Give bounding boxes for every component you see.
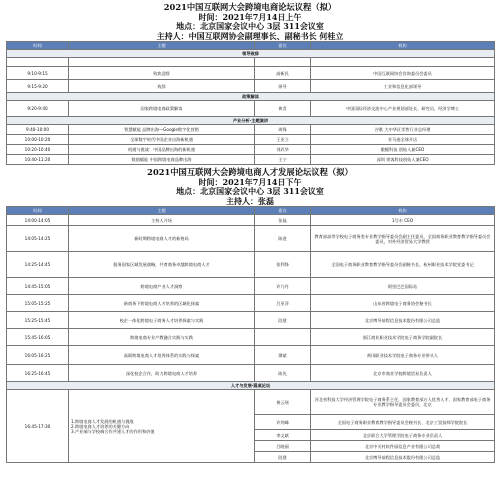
table-row: 李文斌 北京联合大学管理学院电子商务专业负责人 — [7, 430, 495, 441]
table-row — [7, 58, 495, 67]
section-label: 产业分析·主题演讲 — [7, 117, 495, 125]
col-header-time: 时间 — [7, 42, 69, 50]
forum2-agenda-table — [6, 206, 495, 463]
round-topics: 1.跨境电商人才发展的机遇与挑战 2.跨境电商人才培养的关键方向 3.产业端与学校端合作共建人才的作用和价值 — [69, 390, 255, 463]
forum2-time: 时间：2021年7月14日下午 — [198, 176, 302, 187]
table-row: 段建 北京博导前程信息技术股份有限公司总监 — [7, 452, 495, 463]
table-row: 15:05-15:25 新商务下跨境电商人才培养的区域化探索 吕亚萍 山东省跨境电子商务协会秘书长 — [7, 295, 495, 312]
section-label: 领导致辞 — [7, 50, 495, 58]
col-header-org: 机构 — [311, 207, 495, 215]
forum1-location: 地点：北京国家会议中心 3层 311会议室 — [176, 21, 324, 31]
table-row: 14:00-14:05 主持人开场 张磊 1号车 CEO — [7, 215, 495, 226]
col-header-guest: 嘉宾 — [255, 42, 311, 50]
forum1-title: 2021中国互联网大会跨境电商论坛议程（拟） — [163, 2, 337, 12]
forum1-time: 时间：2021年7月14日上午 — [198, 11, 302, 22]
col-header-topic: 主题 — [69, 207, 255, 215]
table-row: 10:00-10:20 全球数字时代中国企业出海新机遇 王亚立 亚马逊全球开店 — [7, 135, 495, 145]
section-label: 政策解读 — [7, 93, 495, 101]
forum2-title: 2021中国互联网大会跨境电商人才发展论坛议程（拟） — [147, 167, 353, 177]
table-row: 16:45-17:30 1.跨境电商人才发展的机遇与挑战 2.跨境电商人才培养的关键方向 3.产业端与学校端合作共建人才的作用和价值 黄云瑶 河北省科技大学经济管理学院电子商务系主任，国家教育部万人优秀人才，国家教育部电子商务专业教学指导委员会委员，北京 — [7, 390, 495, 415]
table-row: 9:40-10:00 智慧赋能 品牌出海—Google数字化营销 周锋 谷歌 大中华区零售行业总经理 — [7, 125, 495, 135]
col-header-guest: 嘉宾 — [255, 207, 311, 215]
forum1-host: 主持人：中国互联网协会副理事长、副秘书长 何桂立 — [156, 30, 344, 41]
table-row: 14:05-14:25 新时期跨境电商人才的新格局 陈进 教育部高等学校电子商务类专业教学指导委员会副主任委员，全国商务职业教育教学指导委员会委员，对外经济贸易大学教授 — [7, 226, 495, 252]
col-header-org: 机构 — [311, 42, 495, 50]
section-label: 人才与发展·圆桌论坛 — [7, 382, 495, 390]
table-row: 许剑峰 全国电子商务职业教育教学指导委员会秘书长、北京工贸技师学院院长 — [7, 415, 495, 430]
table-row: 15:25-15:45 校企一体化跨境电子商务人才培养探索与实践 段建 北京博导前程信息技术股份有限公司总监 — [7, 312, 495, 329]
table-row: 9:15-9:20 致辞 领导 工业和信息化部领导 — [7, 80, 495, 93]
col-header-topic: 主题 — [69, 42, 255, 50]
forum1-agenda-table — [6, 41, 495, 165]
table-row: 9:20-9:40 国家跨境电商政策解读 黄青 中国国际经济交流中心产业规划部处长、研究员，经济学博士 — [7, 101, 495, 117]
table-row: 14:25-14:45 服务国家区域发展战略，共育商务卓越跨境电商人才 张利锋 全国电子商务职业教育教学指导委员会副秘书长，杭州职业技术学院党委书记 — [7, 252, 495, 278]
forum2-host: 主持人：张磊 — [226, 195, 274, 206]
table-row: 14:45-15:05 跨境电商产业人才洞察 许乃丹 阿里巴巴国际站 — [7, 278, 495, 295]
table-row: 10:40-11:20 数据赋能 中国跨境电商品牌出海 王宁 深圳 领客科技创始人兼CEO — [7, 155, 495, 165]
table-row: 9:10-9:15 致欢迎辞 高新民 中国互联网协会咨询委员会委员 — [7, 67, 495, 80]
forum2-header — [0, 168, 500, 206]
forum1-header — [0, 3, 500, 41]
table-row: 吕晓丽 北京中关村软件园信息产业有限公司总裁 — [7, 441, 495, 452]
forum2-location: 地点：北京国家会议中心 3层 311会议室 — [176, 186, 324, 196]
table-row: 10:20-10:40 机遇与挑战：中国品牌出海的新机遇 刘武华 傲鲲科技 创始人兼CEO — [7, 145, 495, 155]
col-header-time: 时间 — [7, 207, 69, 215]
table-row: 15:45-16:05 跨境电商专业产教融合实践与实践 浙江商业职业技术学院电子商务学院副院长 — [7, 329, 495, 346]
table-row: 16:05-16:25 高职跨境电商人才培养体系的实践与探索 谭斌 黄冈职业技术学院电子商务专业带头人 — [7, 346, 495, 365]
table-row: 16:25-16:45 深化校企合作，助力跨境电商人才培养 陈先 北京市商业学校跨境贸易负责人 — [7, 365, 495, 382]
round-time: 16:45-17:30 — [7, 390, 69, 463]
